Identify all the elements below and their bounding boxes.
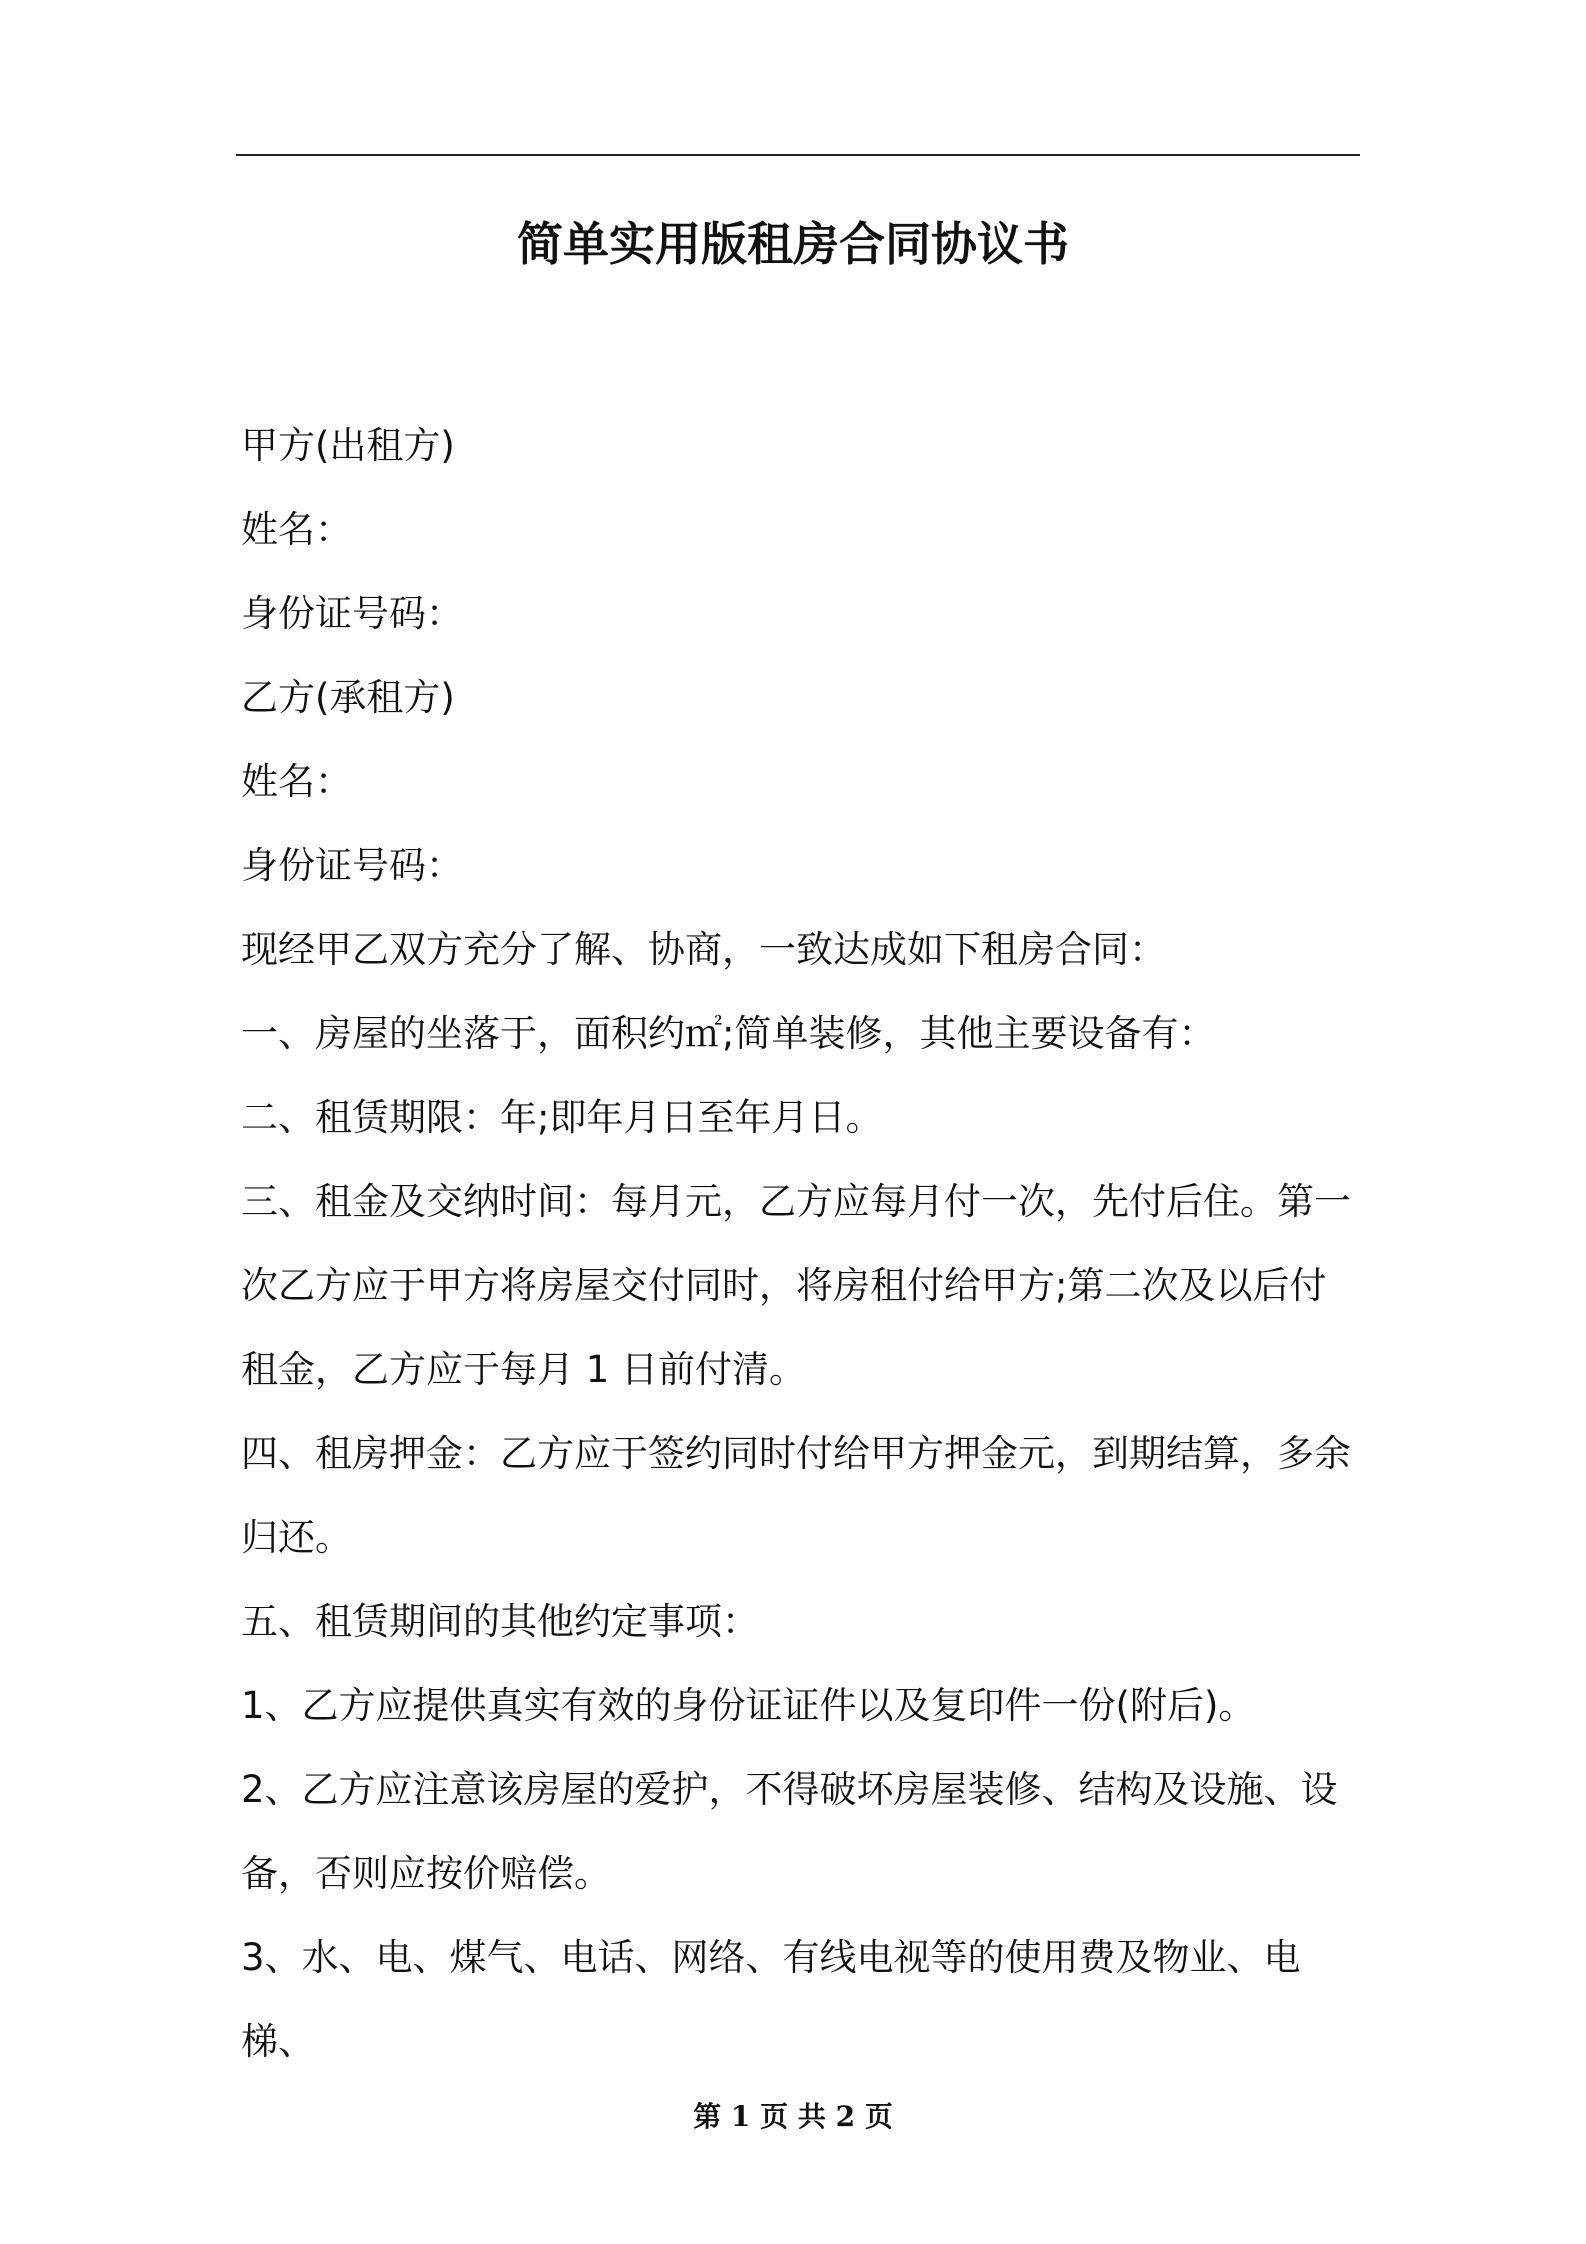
paragraph-clause-2: 二、租赁期限：年;即年月日至年月日。: [241, 1096, 883, 1139]
paragraph-item-3: 3、水、电、煤气、电话、网络、有线电视等的使用费及物业、电梯、: [241, 1936, 1301, 2063]
page-number-footer: 第 1 页 共 2 页: [693, 2100, 893, 2133]
paragraph-clause-5: 五、租赁期间的其他约定事项：: [241, 1600, 759, 1643]
header-rule: [236, 154, 1360, 156]
document-body: [241, 404, 1361, 2084]
paragraph-preamble: 现经甲乙双方充分了解、协商，一致达成如下租房合同：: [241, 928, 1166, 971]
paragraph-clause-4: 四、租房押金：乙方应于签约同时付给甲方押金元，到期结算，多余归还。: [241, 1432, 1351, 1559]
paragraph-party-a-id: 身份证号码：: [241, 592, 463, 635]
paragraph-item-2: 2、乙方应注意该房屋的爱护，不得破坏房屋装修、结构及设施、设备，否则应按价赔偿。: [241, 1768, 1338, 1895]
paragraph-party-b-id: 身份证号码：: [241, 844, 463, 887]
paragraph-clause-3: 三、租金及交纳时间：每月元，乙方应每月付一次，先付后住。第一次乙方应于甲方将房屋交付同时，将房租付给甲方;第二次及以后付租金，乙方应于每月 1 日前付清。: [241, 1180, 1351, 1391]
paragraph-item-1: 1、乙方应提供真实有效的身份证证件以及复印件一份(附后)。: [241, 1684, 1256, 1727]
document-title: 简单实用版租房合同协议书: [517, 217, 1069, 271]
paragraph-party-a-name: 姓名：: [241, 508, 352, 551]
paragraph-clause-1: 一、房屋的坐落于，面积约㎡;简单装修，其他主要设备有：: [241, 1012, 1216, 1055]
paragraph-party-a-heading: 甲方(出租方): [241, 424, 455, 467]
paragraph-party-b-heading: 乙方(承租方): [241, 676, 455, 719]
paragraph-party-b-name: 姓名：: [241, 760, 352, 803]
